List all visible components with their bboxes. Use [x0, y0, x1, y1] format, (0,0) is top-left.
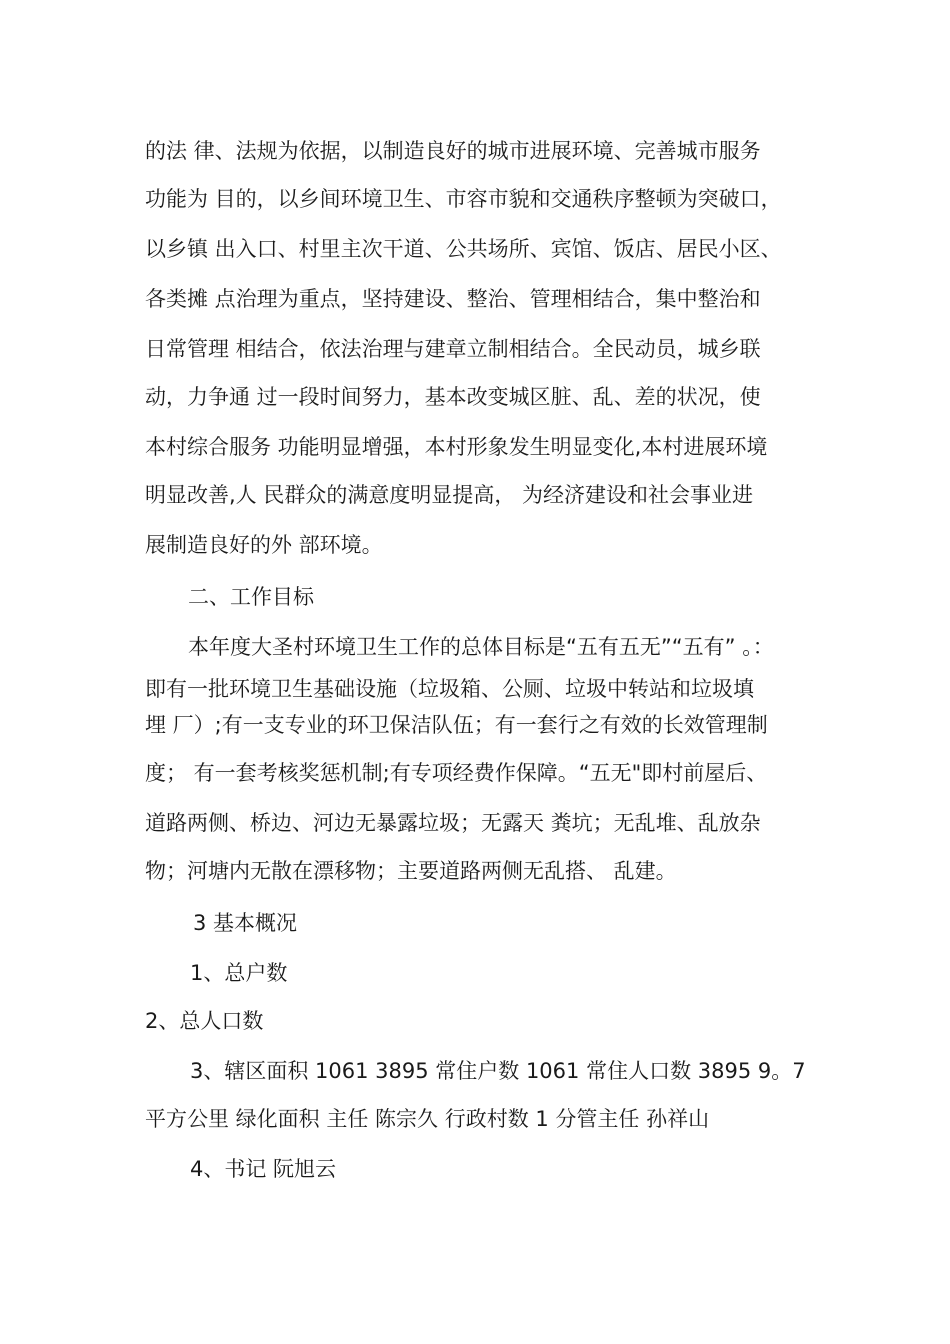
- paragraph-1-line-8: 明显改善,人 民群众的满意度明显提高， 为经济建设和社会事业进: [145, 483, 754, 507]
- paragraph-1-line-5: 日常管理 相结合，依法治理与建章立制相结合。全民动员，城乡联: [145, 337, 761, 361]
- paragraph-1-line-6: 动，力争通 过一段时间努力，基本改变城区脏、乱、差的状况，使: [145, 385, 761, 409]
- item-1-total-households: 1、总户数: [190, 961, 288, 985]
- paragraph-1-line-1: 的法 律、法规为依据，以制造良好的城市进展环境、完善城市服务: [145, 139, 761, 163]
- paragraph-1-line-9: 展制造良好的外 部环境。: [145, 533, 383, 557]
- paragraph-1-line-2: 功能为 目的，以乡间环境卫生、市容市貌和交通秩序整顿为突破口，: [145, 187, 782, 211]
- item-4-secretary: 4、书记 阮旭云: [190, 1157, 337, 1181]
- section-heading-work-goals: 二、工作目标: [188, 585, 314, 609]
- item-2-total-population: 2、总人口数: [145, 1009, 264, 1033]
- paragraph-2-line-3: 埋 厂）;有一支专业的环卫保洁队伍；有一套行之有效的长效管理制: [145, 713, 768, 737]
- section-heading-basic-overview: 3 基本概况: [193, 911, 298, 935]
- paragraph-1-line-4: 各类摊 点治理为重点，坚持建设、整治、管理相结合，集中整治和: [145, 287, 761, 311]
- paragraph-2-line-1: 本年度大圣村环境卫生工作的总体目标是“五有五无”“五有” 。：: [188, 635, 774, 659]
- item-3-line-2: 平方公里 绿化面积 主任 陈宗久 行政村数 1 分管主任 孙祥山: [145, 1107, 710, 1131]
- item-3-line-1: 3、辖区面积 1061 3895 常住户数 1061 常住人口数 3895 9。7: [190, 1059, 806, 1083]
- paragraph-2-line-4: 度； 有一套考核奖惩机制;有专项经费作保障。“五无"即村前屋后、: [145, 761, 768, 785]
- paragraph-2-line-2: 即有一批环境卫生基础设施（垃圾箱、公厕、垃圾中转站和垃圾填: [145, 677, 754, 701]
- paragraph-1-line-7: 本村综合服务 功能明显增强，本村形象发生明显变化,本村进展环境: [145, 435, 768, 459]
- paragraph-2-line-6: 物；河塘内无散在漂移物；主要道路两侧无乱搭、 乱建。: [145, 859, 677, 883]
- paragraph-1-line-3: 以乡镇 出入口、村里主次干道、公共场所、宾馆、饭店、居民小区、: [145, 237, 782, 261]
- paragraph-2-line-5: 道路两侧、桥边、河边无暴露垃圾；无露天 粪坑；无乱堆、乱放杂: [145, 811, 761, 835]
